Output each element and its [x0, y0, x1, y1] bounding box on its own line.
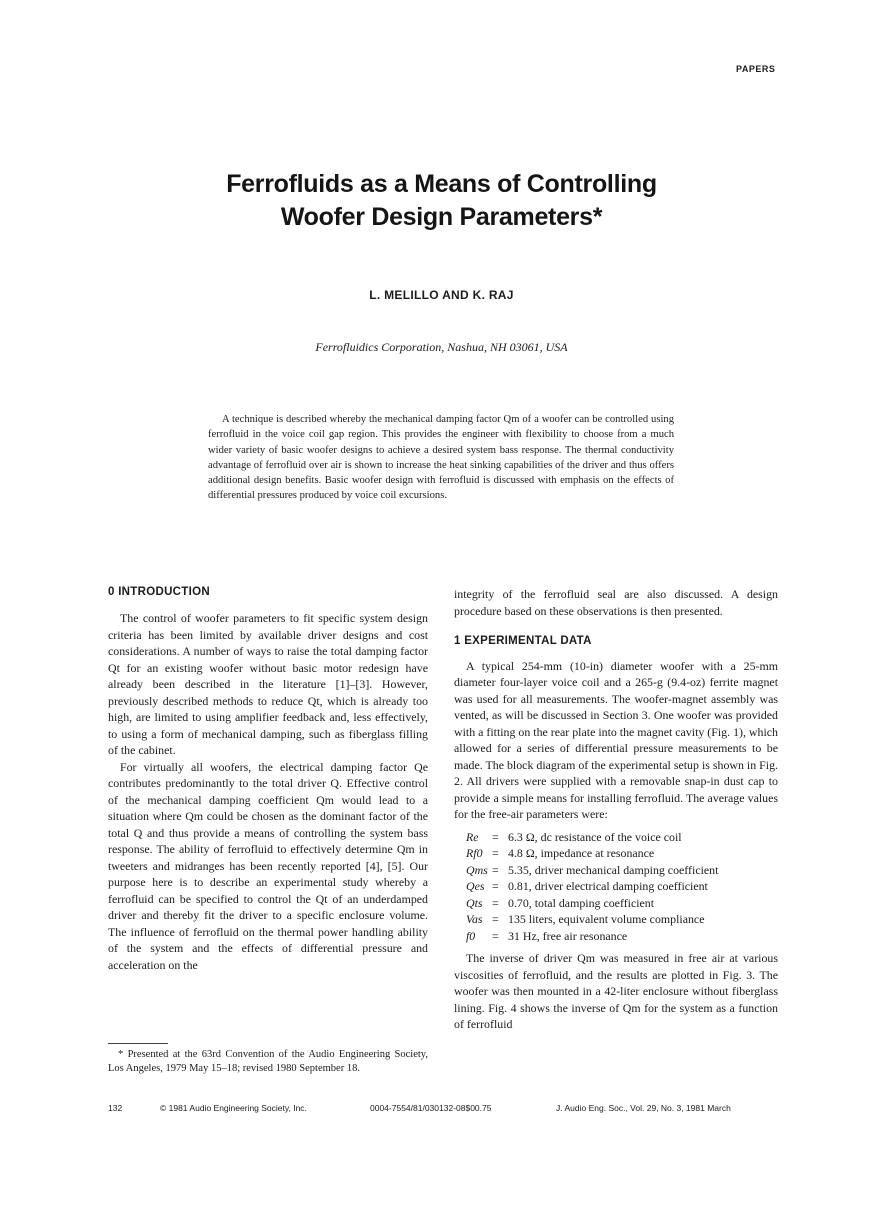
copyright-notice: © 1981 Audio Engineering Society, Inc. — [160, 1103, 307, 1113]
parameter-symbol: Rf0 — [466, 846, 483, 860]
article-code: 0004-7554/81/030132-08$00.75 — [370, 1103, 492, 1113]
parameter-value: 135 liters, equivalent volume compliance — [508, 912, 705, 926]
page-number: 132 — [108, 1103, 123, 1113]
left-column — [108, 610, 428, 973]
parameter-symbol: Re — [466, 829, 479, 844]
intro-paragraph-2: For virtually all woofers, the electrical damping factor Qe contributes predominantly to the total driver Q. Effective control of the mechanical damping coefficient Qm would lead to a situation where Qm could be chosen as the dominant factor of the total Q and thus provide a means of controlling the system bass response. The ability of ferrofluid to effectively determine Qm in tweeters and midranges has been recently reported [4], [5]. Our purpose here is to describe an experimental study whereby a ferrofluid can be specified to control the Qt of an underdamped driver and thereby fit the driver to a specific enclosure volume. The influence of ferrofluid on the thermal power handling ability of the system and the effects of differential pressure and acceleration on the — [108, 759, 428, 972]
experimental-paragraph-2: The inverse of driver Qm was measured in free air at various viscosities of ferrofluid, and the results are plotted in Fig. 3. The woofer was then mounted in a 42-liter enclosure without fiberglass lining. Fig. 4 shows the inverse of Qm for the system as a function of ferrofluid — [454, 951, 778, 1031]
parameter-row — [466, 862, 778, 879]
parameter-equals: = — [492, 846, 499, 860]
section-heading-introduction: 0 INTRODUCTION — [108, 586, 210, 598]
parameter-row — [466, 878, 778, 895]
parameter-symbol: Qms — [466, 862, 488, 877]
parameter-symbol: Qts — [466, 895, 483, 910]
parameter-equals: = — [492, 879, 499, 893]
parameter-list — [466, 829, 778, 945]
parameter-symbol: Vas — [466, 912, 483, 926]
section-label: PAPERS — [736, 64, 776, 74]
paper-title — [100, 168, 783, 234]
experimental-paragraph-1: A typical 254-mm (10-in) diameter woofer with a 25-mm diameter four-layer voice coil and a 265-g (9.4-oz) ferrite magnet was used for all measurements. The woofer-magnet assembly was vented, as will be discussed in Section 3. One woofer was provided with a fitting on the rear plate into the magnet cavity (Fig. 1), which allowed for a series of differential pressure measurements to be made. The block diagram of the experimental setup is shown in Fig. 2. All drivers were supplied with a removable snap-in dust cap to provide a simple means for installing ferrofluid. The average values for the free-air parameters were: — [454, 658, 778, 821]
section-heading-experimental-data: 1 EXPERIMENTAL DATA — [454, 635, 592, 647]
parameter-value: 0.70, total damping coefficient — [508, 895, 655, 910]
footnote: * Presented at the 63rd Convention of the Audio Engineering Society, Los Angeles, 1979 May 15–18; revised 1980 September 18. — [108, 1049, 428, 1074]
parameter-value: 6.3 Ω, dc resistance of the voice coil — [508, 829, 682, 844]
footnote-divider — [108, 1043, 168, 1044]
parameter-row — [466, 911, 778, 928]
right-column — [454, 586, 778, 1033]
parameter-value: 5.35, driver mechanical damping coefficient — [508, 862, 719, 877]
parameter-value: 31 Hz, free air resonance — [508, 928, 628, 943]
parameter-symbol: f0 — [466, 928, 476, 943]
journal-citation: J. Audio Eng. Soc., Vol. 29, No. 3, 1981 March — [556, 1103, 731, 1113]
parameter-symbol: Qes — [466, 879, 485, 893]
parameter-row — [466, 928, 778, 945]
parameter-row — [466, 845, 778, 862]
title-line-2: Woofer Design Parameters* — [280, 203, 603, 231]
authors: L. MELILLO AND K. RAJ — [369, 288, 514, 302]
parameter-equals: = — [492, 895, 499, 910]
parameter-value: 0.81, driver electrical damping coefficient — [508, 879, 708, 893]
parameter-equals: = — [492, 829, 499, 844]
intro-continuation: integrity of the ferrofluid seal are also discussed. A design procedure based on these observations is then presented. — [454, 587, 778, 618]
intro-paragraph-1: The control of woofer parameters to fit specific system design criteria has been limited by available driver designs and cost considerations. A number of ways to raise the total damping factor Qt for an existing woofer without basic motor redesign have already been described in the literature [1]–[3]. However, previously described methods to reduce Qt, which is already too high, are limited to using amplifier feedback and, less effectively, to using a form of mechanical damping, such as fiberglass filling of the cabinet. — [108, 611, 428, 757]
parameter-equals: = — [492, 862, 499, 877]
parameter-equals: = — [492, 912, 499, 926]
affiliation: Ferrofluidics Corporation, Nashua, NH 03061, USA — [315, 340, 568, 354]
abstract: A technique is described whereby the mechanical damping factor Qm of a woofer can be controlled using ferrofluid in the voice coil gap region. This provides the engineer with flexibility to choose from a much wider variety of basic woofer designs to achieve a desired system bass response. The thermal conductivity advantage of ferrofluid over air is shown to increase the heat sinking capabilities of the driver and thus offers additional design benefits. Basic woofer design with ferrofluid is discussed with emphasis on the effects of differential pressures produced by voice coil excursions. — [208, 414, 674, 502]
parameter-equals: = — [492, 928, 499, 943]
title-line-1: Ferrofluids as a Means of Controlling — [226, 170, 657, 198]
parameter-value: 4.8 Ω, impedance at resonance — [508, 846, 655, 860]
parameter-row — [466, 895, 778, 912]
parameter-row — [466, 829, 778, 846]
